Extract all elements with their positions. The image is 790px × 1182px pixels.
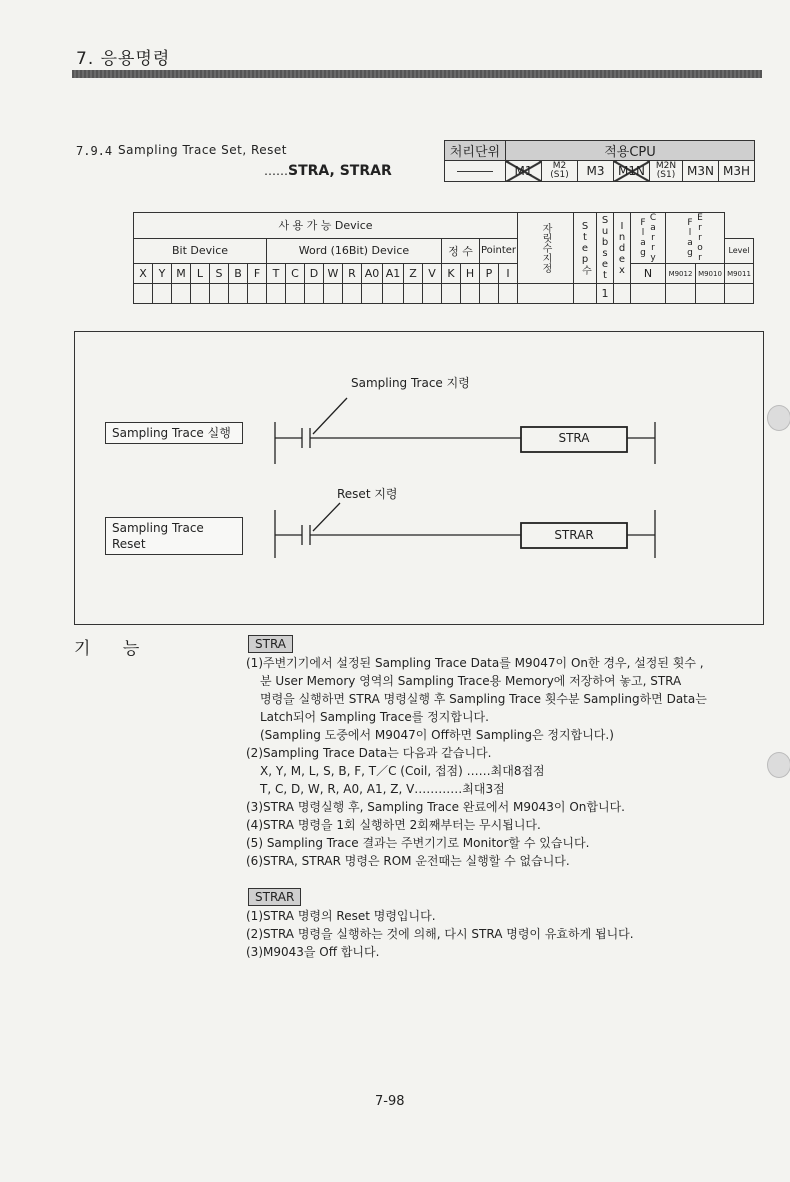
col-m: M <box>172 264 191 284</box>
steps-col: Step수 <box>574 213 597 284</box>
page-number: 7-98 <box>375 1094 405 1109</box>
col-l: L <box>191 264 210 284</box>
col-f: F <box>248 264 267 284</box>
section-title: Sampling Trace Set, Reset <box>118 143 287 157</box>
col-a1: A1 <box>383 264 404 284</box>
stra-line-8: T, C, D, W, R, A0, A1, Z, V…………최대3점 <box>260 782 505 796</box>
col-n: N <box>631 264 666 284</box>
col-c: C <box>286 264 305 284</box>
cpu-m2: M2 (S1) <box>542 161 578 182</box>
cpu-m1: M1 <box>506 161 542 182</box>
col-h: H <box>461 264 480 284</box>
word-device-header: Word (16Bit) Device <box>267 238 442 264</box>
cpu-header: 적용CPU <box>506 141 755 161</box>
command-names: ……STRA, STRAR <box>264 163 392 179</box>
pointer-header: Pointer <box>480 238 518 264</box>
cpu-m3n: M3N <box>683 161 719 182</box>
constant-header: 정 수 <box>442 238 480 264</box>
strar-line-1: (1)STRA 명령의 Reset 명령입니다. <box>246 909 436 923</box>
stra-line-3: 명령을 실행하면 STRA 명령실행 후 Sampling Trace 횟수분 Sampling하면 Data는 <box>260 692 707 706</box>
col-z: Z <box>404 264 423 284</box>
strar-line-2: (2)STRA 명령을 실행하는 것에 의해, 다시 STRA 명령이 유효하게 됩니다. <box>246 927 634 941</box>
unit-value: ――― <box>445 161 506 182</box>
function-heading: 기 능 <box>74 639 140 659</box>
col-m9012: M9012 <box>666 264 696 284</box>
bit-device-header: Bit Device <box>134 238 267 264</box>
chapter-title: 7. 응용명령 <box>76 49 171 69</box>
steps-value: 1 <box>597 284 614 304</box>
col-a0: A0 <box>362 264 383 284</box>
cpu-m3h: M3H <box>719 161 755 182</box>
command-note-2: Reset 지령 <box>337 487 398 501</box>
label-box-reset: Sampling Trace Reset <box>105 517 243 555</box>
col-m9011: M9011 <box>725 264 754 284</box>
stra-line-4: Latch되어 Sampling Trace를 정지합니다. <box>260 710 489 724</box>
col-d: D <box>305 264 324 284</box>
punch-hole-top <box>767 405 790 431</box>
error-col: Error Flag <box>666 213 725 264</box>
col-y: Y <box>153 264 172 284</box>
subset-col: Subset <box>597 213 614 284</box>
index-col: Index <box>614 213 631 284</box>
stra-line-12: (6)STRA, STRAR 명령은 ROM 운전때는 실행할 수 없습니다. <box>246 854 570 868</box>
stra-description <box>246 654 786 870</box>
col-t: T <box>267 264 286 284</box>
col-m9010: M9010 <box>696 264 725 284</box>
level-header: Level <box>725 238 754 264</box>
carry-col: Carry Flag <box>631 213 666 264</box>
coil-label-stra: STRA <box>558 431 590 445</box>
unit-header: 처리단위 <box>445 141 506 161</box>
stra-tag: STRA <box>248 635 293 653</box>
col-w: W <box>324 264 343 284</box>
cpu-table <box>444 140 755 182</box>
stra-line-11: (5) Sampling Trace 결과는 주변기기로 Monitor할 수 있습니다. <box>246 836 590 850</box>
strar-tag: STRAR <box>248 888 301 906</box>
note-leader-1 <box>313 398 347 434</box>
stra-line-1: (1)주변기기에서 설정된 Sampling Trace Data를 M9047이 On한 경우, 설정된 횟수 , <box>246 656 704 670</box>
stra-line-10: (4)STRA 명령을 1회 실행하면 2회째부터는 무시됩니다. <box>246 818 541 832</box>
note-leader-2 <box>313 503 340 531</box>
stra-line-5: (Sampling 도중에서 M9047이 Off하면 Sampling은 정지합니다.) <box>260 728 614 742</box>
col-s: S <box>210 264 229 284</box>
chapter-divider <box>72 70 762 78</box>
coil-label-strar: STRAR <box>554 528 594 542</box>
strar-description <box>246 907 786 961</box>
punch-hole-bottom <box>767 752 790 778</box>
col-v: V <box>423 264 442 284</box>
col-b: B <box>229 264 248 284</box>
stra-line-6: (2)Sampling Trace Data는 다음과 같습니다. <box>246 746 492 760</box>
digit-spec: 자릿수지정 <box>518 213 574 284</box>
col-x: X <box>134 264 153 284</box>
device-table <box>133 212 754 304</box>
label-box-execute: Sampling Trace 실행 <box>105 422 243 444</box>
stra-line-2: 분 User Memory 영역의 Sampling Trace용 Memory에 저장하여 놓고, STRA <box>260 674 682 688</box>
col-i: I <box>499 264 518 284</box>
device-header: 사 용 가 능 Device <box>134 213 518 239</box>
cpu-m2n: M2N (S1) <box>650 161 683 182</box>
strar-line-3: (3)M9043을 Off 합니다. <box>246 945 380 959</box>
stra-line-7: X, Y, M, L, S, B, F, T／C (Coil, 접점) ……최대8접점 <box>260 764 545 778</box>
cpu-m1n: M1N <box>614 161 650 182</box>
stra-line-9: (3)STRA 명령실행 후, Sampling Trace 완료에서 M9043이 On합니다. <box>246 800 625 814</box>
col-p: P <box>480 264 499 284</box>
col-r: R <box>343 264 362 284</box>
section-number: 7.9.4 <box>76 144 113 158</box>
col-k: K <box>442 264 461 284</box>
command-note-1: Sampling Trace 지령 <box>351 376 470 390</box>
cpu-m3: M3 <box>578 161 614 182</box>
ladder-diagram <box>74 331 764 625</box>
